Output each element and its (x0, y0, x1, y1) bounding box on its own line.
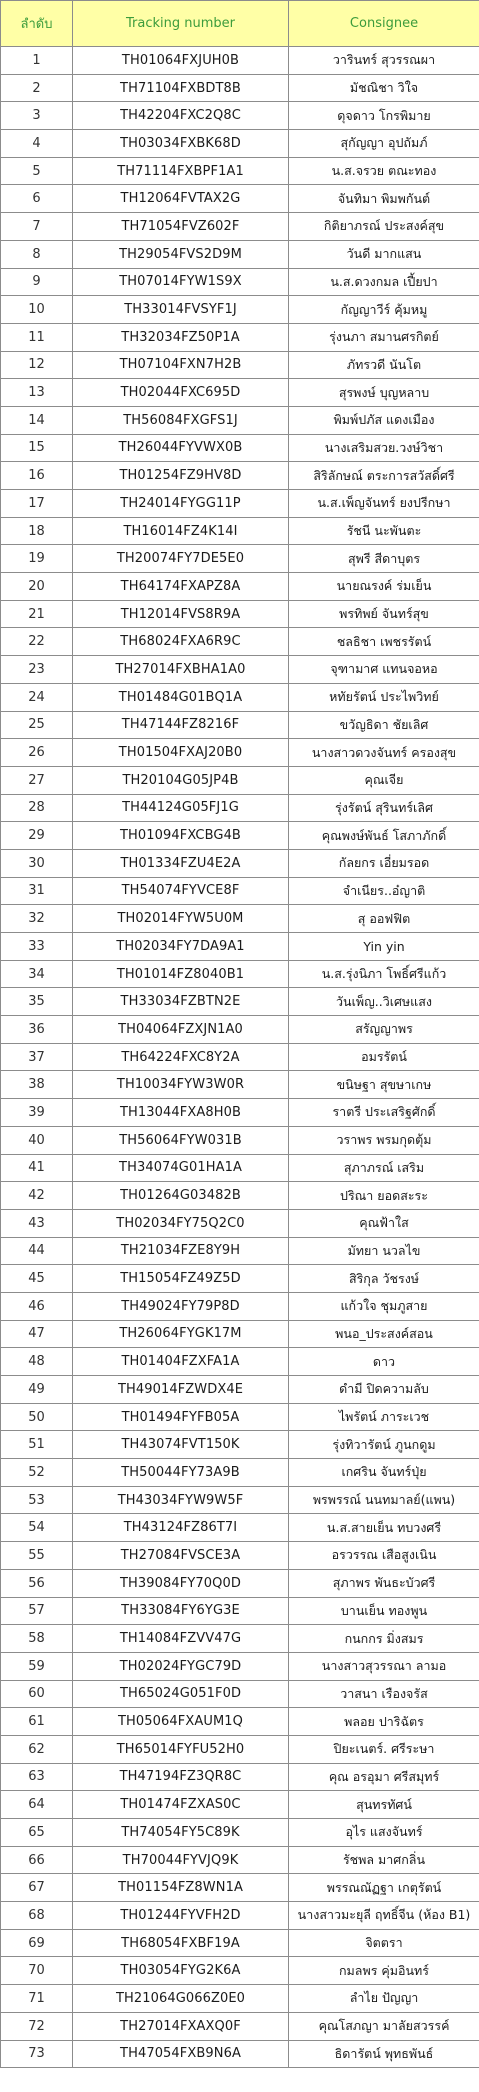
tracking-number: TH05064FXAUM1Q (73, 1708, 289, 1736)
row-number: 29 (1, 822, 73, 850)
tracking-number: TH43124FZ86T7I (73, 1514, 289, 1542)
table-row (1, 1348, 479, 1376)
table-row (1, 1486, 479, 1514)
table-row (1, 1874, 479, 1902)
table-row (1, 739, 479, 767)
table-row (1, 406, 479, 434)
consignee-name: วันดี มากแสน (289, 240, 479, 268)
tracking-number: TH74054FY5C89K (73, 1819, 289, 1847)
row-number: 49 (1, 1376, 73, 1404)
consignee-name: ราตรี ประเสริฐศักดิ์ (289, 1099, 479, 1127)
consignee-name: สุพรี สีดาบุตร (289, 545, 479, 573)
table-row (1, 1016, 479, 1044)
row-number: 5 (1, 157, 73, 185)
table-row (1, 1043, 479, 1071)
consignee-name: สิริลักษณ์ ตระการสวัสดิ์ศรี (289, 462, 479, 490)
tracking-number: TH03034FXBK68D (73, 130, 289, 158)
row-number: 63 (1, 1763, 73, 1791)
table-row (1, 822, 479, 850)
row-number: 64 (1, 1791, 73, 1819)
tracking-number: TH56084FXGFS1J (73, 406, 289, 434)
consignee-name: คุณ อรอุมา ศรีสมุทร์ (289, 1763, 479, 1791)
table-row (1, 102, 479, 130)
tracking-number: TH13044FXA8H0B (73, 1099, 289, 1127)
table-row (1, 1597, 479, 1625)
consignee-name: พนอ_ประสงค์สอน (289, 1320, 479, 1348)
row-number: 66 (1, 1846, 73, 1874)
row-number: 28 (1, 794, 73, 822)
tracking-number: TH56064FYW031B (73, 1126, 289, 1154)
consignee-name: กัญญาวีร์ คุ้มหมู (289, 296, 479, 324)
tracking-number: TH65014FYFU52H0 (73, 1735, 289, 1763)
tracking-number: TH32034FZ50P1A (73, 323, 289, 351)
table-row (1, 1929, 479, 1957)
row-number: 51 (1, 1431, 73, 1459)
table-row (1, 933, 479, 961)
tracking-number: TH10034FYW3W0R (73, 1071, 289, 1099)
table-row (1, 1542, 479, 1570)
row-number: 25 (1, 711, 73, 739)
tracking-number: TH07014FYW1S9X (73, 268, 289, 296)
tracking-number: TH27014FXBHA1A0 (73, 656, 289, 684)
tracking-number: TH01154FZ8WN1A (73, 1874, 289, 1902)
row-number: 18 (1, 517, 73, 545)
tracking-number: TH47194FZ3QR8C (73, 1763, 289, 1791)
table-row (1, 47, 479, 75)
consignee-name: ชลธิชา เพชรรัตน์ (289, 628, 479, 656)
consignee-name: พรรณณัฏฐา เกตุรัตน์ (289, 1874, 479, 1902)
consignee-name: คุณเจีย (289, 766, 479, 794)
table-row (1, 490, 479, 518)
tracking-number: TH03054FYG2K6A (73, 1957, 289, 1985)
tracking-number: TH49024FY79P8D (73, 1292, 289, 1320)
tracking-number: TH42204FXC2Q8C (73, 102, 289, 130)
row-number: 61 (1, 1708, 73, 1736)
table-row (1, 1099, 479, 1127)
table-row (1, 1763, 479, 1791)
consignee-name: อุไร แสงจันทร์ (289, 1819, 479, 1847)
tracking-number: TH43074FVT150K (73, 1431, 289, 1459)
tracking-number: TH71104FXBDT8B (73, 74, 289, 102)
consignee-name: น.ส.รุ่งนิภา โพธิ์ศรีแก้ว (289, 960, 479, 988)
consignee-name: ดาว (289, 1348, 479, 1376)
header-row (1, 1, 479, 47)
tracking-number: TH49014FZWDX4E (73, 1376, 289, 1404)
row-number: 72 (1, 2012, 73, 2040)
tracking-number: TH15054FZ49Z5D (73, 1265, 289, 1293)
consignee-name: ขนิษฐา สุขษาเกษ (289, 1071, 479, 1099)
consignee-name: ขวัญธิดา ชัยเลิศ (289, 711, 479, 739)
tracking-number: TH50044FY73A9B (73, 1459, 289, 1487)
tracking-number: TH70044FYVJQ9K (73, 1846, 289, 1874)
consignee-name: กนกกร มิ่งสมร (289, 1625, 479, 1653)
consignee-name: สุรพงษ์ บุญหลาบ (289, 379, 479, 407)
consignee-name: ธิดารัตน์ พุทธพันธ์ (289, 2040, 479, 2068)
tracking-number: TH04064FZXJN1A0 (73, 1016, 289, 1044)
consignee-name: พลอย ปาริฉัตร (289, 1708, 479, 1736)
tracking-number: TH29054FVS2D9M (73, 240, 289, 268)
row-number: 17 (1, 490, 73, 518)
row-number: 31 (1, 877, 73, 905)
consignee-name: จุฑามาศ แทนจอหอ (289, 656, 479, 684)
table-row (1, 462, 479, 490)
table-row (1, 351, 479, 379)
tracking-number: TH21064G066Z0E0 (73, 1985, 289, 2013)
consignee-name: อมรรัตน์ (289, 1043, 479, 1071)
table-row (1, 1680, 479, 1708)
row-number: 48 (1, 1348, 73, 1376)
consignee-name: น.ส.จรวย ตณะทอง (289, 157, 479, 185)
table-row (1, 379, 479, 407)
table-row (1, 1182, 479, 1210)
consignee-name: จันทิมา พิมพกันต์ (289, 185, 479, 213)
row-number: 20 (1, 573, 73, 601)
table-row (1, 1209, 479, 1237)
tracking-number: TH24014FYGG11P (73, 490, 289, 518)
consignee-name: ปริณา ยอดสะระ (289, 1182, 479, 1210)
tracking-number: TH02034FY75Q2C0 (73, 1209, 289, 1237)
row-number: 40 (1, 1126, 73, 1154)
table-row (1, 1403, 479, 1431)
row-number: 73 (1, 2040, 73, 2068)
tracking-number: TH01014FZ8040B1 (73, 960, 289, 988)
table-row (1, 1569, 479, 1597)
tracking-number: TH01064FXJUH0B (73, 47, 289, 75)
table-row (1, 1514, 479, 1542)
tracking-number: TH12064FVTAX2G (73, 185, 289, 213)
table-row (1, 1791, 479, 1819)
table-row (1, 74, 479, 102)
row-number: 71 (1, 1985, 73, 2013)
table-row (1, 296, 479, 324)
row-number: 3 (1, 102, 73, 130)
row-number: 16 (1, 462, 73, 490)
row-number: 34 (1, 960, 73, 988)
row-number: 32 (1, 905, 73, 933)
tracking-number: TH34074G01HA1A (73, 1154, 289, 1182)
row-number: 38 (1, 1071, 73, 1099)
tracking-number: TH26064FYGK17M (73, 1320, 289, 1348)
table-row (1, 1819, 479, 1847)
tracking-number: TH64224FXC8Y2A (73, 1043, 289, 1071)
row-number: 42 (1, 1182, 73, 1210)
tracking-number: TH68054FXBF19A (73, 1929, 289, 1957)
consignee-name: พรพรรณ์ นนทมาลย์(แพน) (289, 1486, 479, 1514)
consignee-name: หทัยรัตน์ ประไพวิทย์ (289, 683, 479, 711)
tracking-number: TH26044FYVWX0B (73, 434, 289, 462)
row-number: 50 (1, 1403, 73, 1431)
table-row (1, 683, 479, 711)
row-number: 13 (1, 379, 73, 407)
consignee-name: เกศริน จันทร์ปุ่ย (289, 1459, 479, 1487)
consignee-name: นางสาวมะยุลี ฤทธิ์จีน (ห้อง B1) (289, 1902, 479, 1930)
table-row (1, 794, 479, 822)
tracking-number: TH12014FVS8R9A (73, 600, 289, 628)
consignee-name: นางสาวสุวรรณา ลามอ (289, 1652, 479, 1680)
table-row (1, 1957, 479, 1985)
row-number: 60 (1, 1680, 73, 1708)
tracking-number: TH01474FZXAS0C (73, 1791, 289, 1819)
row-number: 26 (1, 739, 73, 767)
consignee-name: กิติยาภรณ์ ประสงค์สุข (289, 213, 479, 241)
tracking-number: TH54074FYVCE8F (73, 877, 289, 905)
table-row (1, 213, 479, 241)
table-row (1, 960, 479, 988)
tracking-number: TH02014FYW5U0M (73, 905, 289, 933)
tracking-number: TH43034FYW9W5F (73, 1486, 289, 1514)
tracking-number: TH14084FZVV47G (73, 1625, 289, 1653)
row-number: 67 (1, 1874, 73, 1902)
row-number: 8 (1, 240, 73, 268)
consignee-name: กัลยกร เอี่ยมรอด (289, 849, 479, 877)
table-row (1, 600, 479, 628)
table-row (1, 1292, 479, 1320)
header-tracking-number: Tracking number (73, 1, 289, 47)
row-number: 39 (1, 1099, 73, 1127)
row-number: 21 (1, 600, 73, 628)
tracking-number: TH33034FZBTN2E (73, 988, 289, 1016)
tracking-number: TH44124G05FJ1G (73, 794, 289, 822)
row-number: 7 (1, 213, 73, 241)
consignee-name: อรวรรณ เสือสูงเนิน (289, 1542, 479, 1570)
row-number: 30 (1, 849, 73, 877)
table-row (1, 1708, 479, 1736)
tracking-number: TH68024FXA6R9C (73, 628, 289, 656)
row-number: 53 (1, 1486, 73, 1514)
row-number: 41 (1, 1154, 73, 1182)
consignee-name: นางสาวดวงจันทร์ ครองสุข (289, 739, 479, 767)
table-row (1, 766, 479, 794)
table-row (1, 711, 479, 739)
consignee-name: พิมพ์ปภัส แดงเมือง (289, 406, 479, 434)
table-row (1, 1154, 479, 1182)
consignee-name: สุภาภรณ์ เสริม (289, 1154, 479, 1182)
table-row (1, 1652, 479, 1680)
row-number: 46 (1, 1292, 73, 1320)
consignee-name: มัทยา นวลไข (289, 1237, 479, 1265)
consignee-name: แก้วใจ ชุมภูสาย (289, 1292, 479, 1320)
consignee-name: วราพร พรมกุดตุ้ม (289, 1126, 479, 1154)
tracking-number: TH01244FYVFH2D (73, 1902, 289, 1930)
row-number: 33 (1, 933, 73, 961)
consignee-name: รุ่งรัตน์ สุรินทร์เลิศ (289, 794, 479, 822)
consignee-name: สิริกุล วัชรงษ์ (289, 1265, 479, 1293)
consignee-name: จิตตรา (289, 1929, 479, 1957)
consignee-name: จำเนียร..อ๋ญาติ (289, 877, 479, 905)
consignee-name: คุณฟ้าใส (289, 1209, 479, 1237)
row-number: 68 (1, 1902, 73, 1930)
consignee-name: วารินทร์ สุวรรณผา (289, 47, 479, 75)
row-number: 2 (1, 74, 73, 102)
row-number: 65 (1, 1819, 73, 1847)
table-row (1, 1846, 479, 1874)
row-number: 59 (1, 1652, 73, 1680)
consignee-name: คุณพงษ์พันธ์ โสภาภักดิ์ (289, 822, 479, 850)
row-number: 37 (1, 1043, 73, 1071)
table-row (1, 323, 479, 351)
row-number: 27 (1, 766, 73, 794)
consignee-name: คุณโสภญา มาลัยสวรรค์ (289, 2012, 479, 2040)
table-row (1, 877, 479, 905)
consignee-name: นางเสริมสวย.วงษ์วิชา (289, 434, 479, 462)
consignee-name: Yin yin (289, 933, 479, 961)
row-number: 19 (1, 545, 73, 573)
tracking-number: TH65024G051F0D (73, 1680, 289, 1708)
table-row (1, 1902, 479, 1930)
row-number: 14 (1, 406, 73, 434)
tracking-number: TH01404FZXFA1A (73, 1348, 289, 1376)
consignee-name: สุ ออฟฟิต (289, 905, 479, 933)
row-number: 62 (1, 1735, 73, 1763)
row-number: 69 (1, 1929, 73, 1957)
table-row (1, 1320, 479, 1348)
table-row (1, 434, 479, 462)
consignee-name: พรทิพย์ จันทร์สุข (289, 600, 479, 628)
tracking-number: TH71054FVZ602F (73, 213, 289, 241)
tracking-number: TH02044FXC695D (73, 379, 289, 407)
tracking-number: TH02034FY7DA9A1 (73, 933, 289, 961)
consignee-name: ลำไย ปัญญา (289, 1985, 479, 2013)
row-number: 11 (1, 323, 73, 351)
row-number: 52 (1, 1459, 73, 1487)
consignee-name: วันเพ็ญ..วิเศษแสง (289, 988, 479, 1016)
tracking-number: TH01254FZ9HV8D (73, 462, 289, 490)
consignee-name: น.ส.สายเย็น ทบวงศรี (289, 1514, 479, 1542)
consignee-name: สรัญญาพร (289, 1016, 479, 1044)
table-row (1, 1376, 479, 1404)
consignee-name: รุ่งนภา สมานศรกิตย์ (289, 323, 479, 351)
row-number: 56 (1, 1569, 73, 1597)
table-row (1, 1431, 479, 1459)
tracking-number: TH39084FY70Q0D (73, 1569, 289, 1597)
row-number: 47 (1, 1320, 73, 1348)
row-number: 10 (1, 296, 73, 324)
table-row (1, 988, 479, 1016)
table-row (1, 130, 479, 158)
table-row (1, 1985, 479, 2013)
tracking-number: TH01504FXAJ20B0 (73, 739, 289, 767)
tracking-number: TH01334FZU4E2A (73, 849, 289, 877)
consignee-name: สุกัญญา อุปถัมภ์ (289, 130, 479, 158)
table-row (1, 1126, 479, 1154)
row-number: 6 (1, 185, 73, 213)
tracking-number: TH33084FY6YG3E (73, 1597, 289, 1625)
consignee-name: สุภาพร พันธะบัวศรี (289, 1569, 479, 1597)
table-row (1, 157, 479, 185)
row-number: 57 (1, 1597, 73, 1625)
consignee-name: น.ส.เพ็ญจันทร์ ยงปรีกษา (289, 490, 479, 518)
tracking-number: TH47054FXB9N6A (73, 2040, 289, 2068)
table-row (1, 1735, 479, 1763)
tracking-number: TH33014FVSYF1J (73, 296, 289, 324)
table-row (1, 2012, 479, 2040)
row-number: 12 (1, 351, 73, 379)
table-row (1, 656, 479, 684)
table-row (1, 1071, 479, 1099)
table-row (1, 2040, 479, 2068)
row-number: 44 (1, 1237, 73, 1265)
tracking-number: TH01264G03482B (73, 1182, 289, 1210)
row-number: 35 (1, 988, 73, 1016)
consignee-name: นายณรงค์ ร่มเย็น (289, 573, 479, 601)
table-row (1, 905, 479, 933)
row-number: 55 (1, 1542, 73, 1570)
header-consignee: Consignee (289, 1, 479, 47)
consignee-name: กมลพร คุ่มอินทร์ (289, 1957, 479, 1985)
table-row (1, 185, 479, 213)
table-row (1, 573, 479, 601)
row-number: 58 (1, 1625, 73, 1653)
row-number: 4 (1, 130, 73, 158)
table-row (1, 1459, 479, 1487)
row-number: 23 (1, 656, 73, 684)
tracking-number: TH01484G01BQ1A (73, 683, 289, 711)
consignee-name: บานเย็น ทองพูน (289, 1597, 479, 1625)
tracking-number: TH27084FVSCE3A (73, 1542, 289, 1570)
consignee-name: ไพรัตน์ ภาระเวช (289, 1403, 479, 1431)
consignee-name: รัชพล มาศกลิ่น (289, 1846, 479, 1874)
row-number: 70 (1, 1957, 73, 1985)
table-row (1, 1237, 479, 1265)
table-body (1, 47, 479, 2068)
row-number: 43 (1, 1209, 73, 1237)
tracking-number: TH02024FYGC79D (73, 1652, 289, 1680)
table-row (1, 1265, 479, 1293)
table-row (1, 517, 479, 545)
row-number: 45 (1, 1265, 73, 1293)
tracking-number: TH27014FXAXQ0F (73, 2012, 289, 2040)
row-number: 22 (1, 628, 73, 656)
consignee-name: รุ่งทิวารัตน์ ภูนกดูม (289, 1431, 479, 1459)
consignee-name: ปิยะเนตร์. ศรีระษา (289, 1735, 479, 1763)
tracking-number: TH64174FXAPZ8A (73, 573, 289, 601)
tracking-number: TH16014FZ4K14I (73, 517, 289, 545)
row-number: 24 (1, 683, 73, 711)
consignee-name: มัชณิชา วิใจ (289, 74, 479, 102)
tracking-number: TH47144FZ8216F (73, 711, 289, 739)
consignee-name: น.ส.ดวงกมล เปี้ยปา (289, 268, 479, 296)
row-number: 15 (1, 434, 73, 462)
tracking-number: TH01494FYFB05A (73, 1403, 289, 1431)
tracking-number: TH71114FXBPF1A1 (73, 157, 289, 185)
header-no: ลำดับ (1, 1, 73, 47)
row-number: 9 (1, 268, 73, 296)
row-number: 1 (1, 47, 73, 75)
table-row (1, 1625, 479, 1653)
table-row (1, 545, 479, 573)
table-row (1, 628, 479, 656)
consignee-name: ภัทรวดี นันโต (289, 351, 479, 379)
consignee-name: รัชนี นะพันตะ (289, 517, 479, 545)
tracking-number: TH21034FZE8Y9H (73, 1237, 289, 1265)
consignee-name: ดุจดาว โกรพิมาย (289, 102, 479, 130)
row-number: 54 (1, 1514, 73, 1542)
tracking-number: TH07104FXN7H2B (73, 351, 289, 379)
tracking-number: TH20074FY7DE5E0 (73, 545, 289, 573)
table-row (1, 849, 479, 877)
row-number: 36 (1, 1016, 73, 1044)
consignee-name: สุนทรทัศน์ (289, 1791, 479, 1819)
table-row (1, 240, 479, 268)
consignee-name: ดำมี ปิดความลับ (289, 1376, 479, 1404)
tracking-number: TH01094FXCBG4B (73, 822, 289, 850)
consignee-name: วาสนา เรืองจรัส (289, 1680, 479, 1708)
tracking-number: TH20104G05JP4B (73, 766, 289, 794)
table-row (1, 268, 479, 296)
